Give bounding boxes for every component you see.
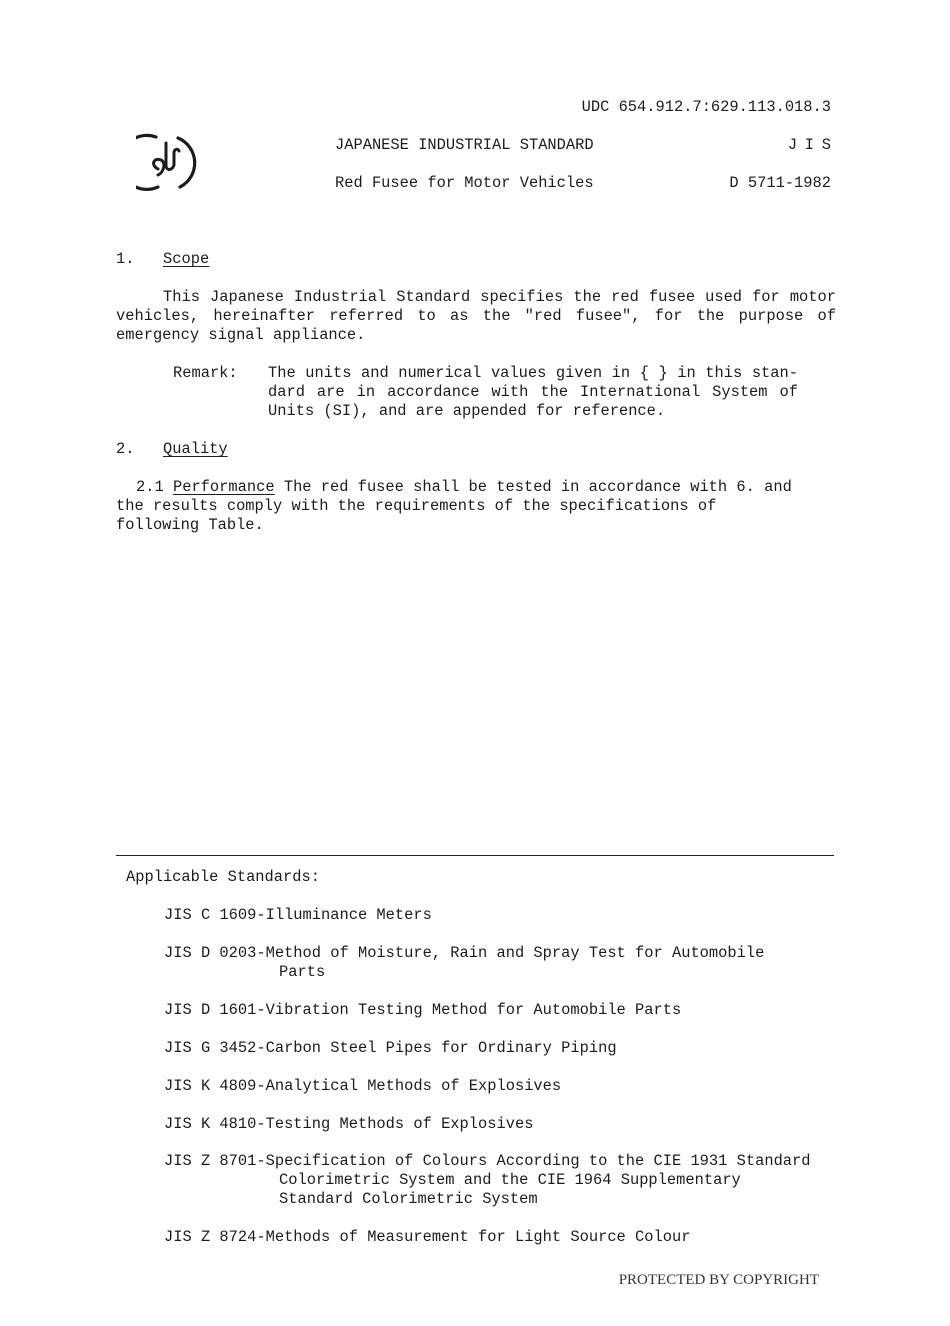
standard-item-line: JIS D 0203-Method of Moisture, Rain and Spray Test for Automobile	[164, 944, 765, 962]
standard-type: JAPANESE INDUSTRIAL STANDARD	[335, 136, 594, 154]
standard-item-line: JIS Z 8701-Specification of Colours According to the CIE 1931 Standard	[164, 1152, 811, 1170]
jis-label: JIS	[787, 136, 839, 154]
standard-item-line: JIS D 1601-Vibration Testing Method for Automobile Parts	[164, 1001, 682, 1019]
section-1-number: 1.	[116, 250, 135, 268]
performance-text: The red fusee shall be tested in accordance with 6. and the results comply with the requirements of the specifications of following Table.	[116, 478, 792, 534]
copyright-notice: PROTECTED BY COPYRIGHT	[618, 1272, 819, 1288]
standard-item	[164, 1039, 617, 1058]
document-number: D 5711-1982	[729, 174, 831, 192]
standard-item-continuation: Colorimetric System and the CIE 1964 Supplementary	[279, 1171, 741, 1189]
section-1-heading: Scope	[163, 250, 210, 268]
standard-item-line: JIS K 4810-Testing Methods of Explosives	[164, 1115, 534, 1133]
standard-item	[164, 1152, 811, 1209]
jis-mark-icon	[136, 129, 200, 193]
section-2-number: 2.	[116, 440, 135, 458]
remark-label: Remark:	[173, 364, 238, 382]
footnote-divider	[116, 855, 834, 856]
section-2-heading: Quality	[163, 440, 228, 458]
standard-item	[164, 1115, 533, 1134]
standard-item-line: JIS K 4809-Analytical Methods of Explosives	[164, 1077, 562, 1095]
standard-item-continuation: Standard Colorimetric System	[279, 1190, 538, 1208]
standard-item-line: JIS C 1609-Illuminance Meters	[164, 906, 432, 924]
standard-item	[164, 944, 764, 982]
performance-paragraph	[116, 478, 806, 535]
scope-paragraph: This Japanese Industrial Standard specifies the red fusee used for motor vehicles, hereinafter referred to as the "red fusee", for the purpose of emergency signal appliance.	[116, 288, 836, 344]
standard-item-line: JIS G 3452-Carbon Steel Pipes for Ordinary Piping	[164, 1039, 617, 1057]
standard-item	[164, 906, 432, 925]
standard-item	[164, 1001, 681, 1020]
standard-item-line: JIS Z 8724-Methods of Measurement for Light Source Colour	[164, 1228, 691, 1246]
standard-item	[164, 1228, 690, 1247]
remark-text: The units and numerical values given in { } in this stan-dard are in accordance with the International System of Units (SI), and are appended for reference.	[268, 364, 798, 420]
subsection-number: 2.1	[136, 478, 164, 496]
standard-item-continuation: Parts	[279, 963, 326, 981]
udc-code: UDC 654.912.7:629.113.018.3	[581, 98, 831, 116]
document-title: Red Fusee for Motor Vehicles	[335, 174, 594, 192]
applicable-standards-title: Applicable Standards:	[126, 868, 320, 886]
standard-item	[164, 1077, 561, 1096]
subsection-heading: Performance	[172, 478, 275, 496]
